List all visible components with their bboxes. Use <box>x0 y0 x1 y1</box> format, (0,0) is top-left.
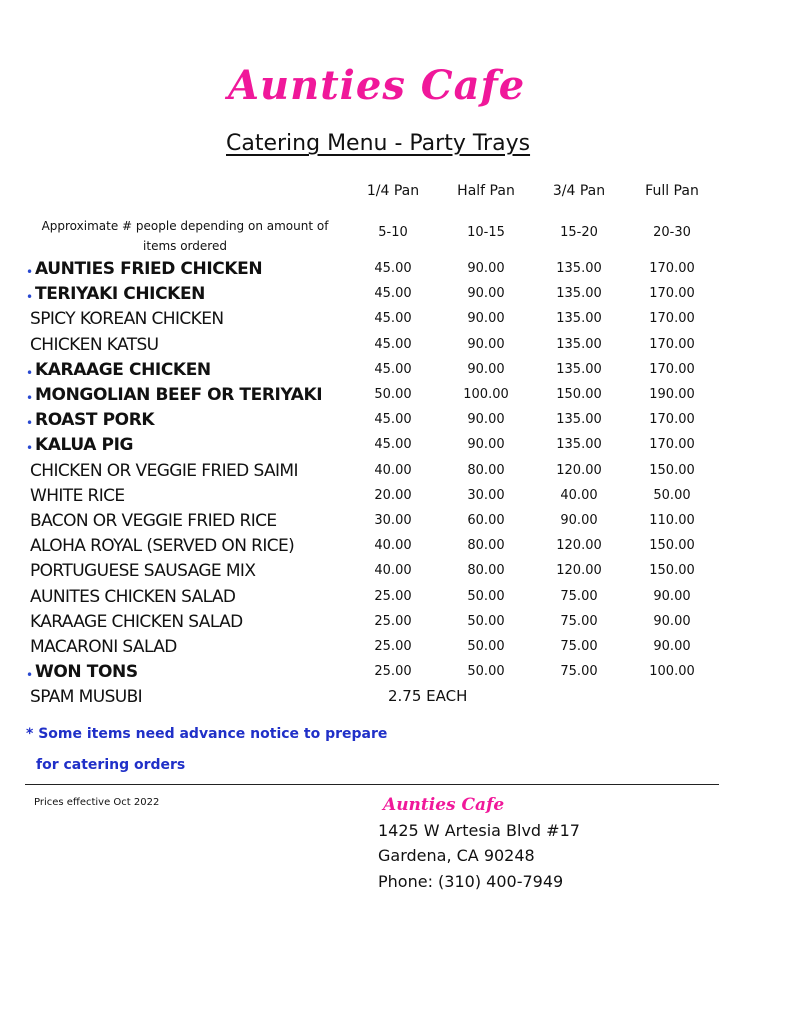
menu-item-price: 170.00 <box>649 311 695 327</box>
menu-item-price: 150.00 <box>649 538 695 554</box>
menu-item-price: 45.00 <box>374 336 412 352</box>
menu-item-price: 75.00 <box>560 639 598 654</box>
menu-item-price: 90.00 <box>467 437 505 453</box>
menu-item-row <box>0 461 791 486</box>
menu-item-row <box>0 511 791 536</box>
menu-item-price: 80.00 <box>467 538 505 554</box>
menu-item-name: TERIYAKI CHICKEN <box>35 284 205 305</box>
menu-item-price: 50.00 <box>467 588 505 604</box>
menu-item-price: 100.00 <box>463 387 509 402</box>
menu-item-price: 45.00 <box>374 286 412 302</box>
menu-item-name: ROAST PORK <box>35 410 155 431</box>
menu-item-price: 25.00 <box>374 588 412 604</box>
column-header-three-quarter-pan: 3/4 Pan <box>552 183 606 199</box>
menu-item-price: 90.00 <box>653 639 691 654</box>
menu-item-price: 135.00 <box>556 311 602 327</box>
menu-item-row <box>0 486 791 511</box>
menu-item-row <box>0 360 791 385</box>
column-header-quarter-pan: 1/4 Pan <box>366 183 420 199</box>
menu-item-price: 45.00 <box>374 261 412 276</box>
menu-item-row <box>0 561 791 586</box>
menu-item-row <box>0 309 791 334</box>
menu-item-price: 45.00 <box>374 437 412 453</box>
menu-item-price: 135.00 <box>556 336 602 352</box>
menu-item-price: 135.00 <box>556 412 602 428</box>
menu-item-price: 40.00 <box>560 487 598 503</box>
menu-item-price: 80.00 <box>467 462 505 478</box>
menu-item-each-price: 2.75 EACH <box>388 687 468 706</box>
menu-item-name: MONGOLIAN BEEF OR TERIYAKI <box>35 385 323 405</box>
menu-item-row <box>0 587 791 612</box>
footer-divider <box>25 784 719 785</box>
bullet-icon: • <box>26 365 34 380</box>
menu-item-price: 90.00 <box>653 613 691 629</box>
menu-item-row <box>0 284 791 309</box>
menu-item-name: KARAAGE CHICKEN <box>35 359 211 380</box>
menu-item-name: CHICKEN KATSU <box>30 334 159 355</box>
footer-brand-name: Aunties Cafe <box>383 795 505 815</box>
menu-item-name: PORTUGUESE SAUSAGE MIX <box>30 561 256 582</box>
menu-item-name: ALOHA ROYAL (SERVED ON RICE) <box>30 536 295 557</box>
menu-item-price: 50.00 <box>467 613 505 629</box>
menu-item-price: 170.00 <box>649 286 695 302</box>
page-subtitle: Catering Menu - Party Trays <box>226 131 531 156</box>
advance-notice-note-continued: for catering orders <box>36 757 186 773</box>
menu-item-price: 60.00 <box>467 513 505 528</box>
menu-item-row <box>0 637 791 662</box>
address-city: Gardena, CA 90248 <box>378 846 535 865</box>
menu-item-price: 110.00 <box>649 513 695 528</box>
menu-item-row <box>0 536 791 561</box>
menu-item-price: 45.00 <box>374 361 412 377</box>
menu-item-row <box>0 687 791 712</box>
menu-item-price: 170.00 <box>649 336 695 352</box>
menu-item-price: 150.00 <box>649 563 695 579</box>
bullet-icon: • <box>26 391 34 405</box>
menu-item-price: 135.00 <box>556 261 602 276</box>
menu-item-row <box>0 612 791 637</box>
menu-item-price: 90.00 <box>467 361 505 377</box>
menu-item-name: MACARONI SALAD <box>30 637 177 657</box>
page-title: Aunties Cafe <box>228 62 526 109</box>
menu-item-price: 170.00 <box>649 261 695 276</box>
bullet-icon: • <box>26 416 34 431</box>
menu-item-price: 90.00 <box>467 261 505 276</box>
menu-item-price: 120.00 <box>556 538 602 554</box>
bullet-icon: • <box>26 265 34 279</box>
menu-item-price: 150.00 <box>556 387 602 402</box>
menu-item-price: 50.00 <box>467 664 505 680</box>
menu-item-row <box>0 662 791 687</box>
menu-item-price: 40.00 <box>374 563 412 579</box>
phone-number: Phone: (310) 400-7949 <box>378 872 564 891</box>
menu-item-row <box>0 435 791 460</box>
menu-item-price: 75.00 <box>560 613 598 629</box>
address-street: 1425 W Artesia Blvd #17 <box>378 821 580 840</box>
menu-item-price: 20.00 <box>374 487 412 503</box>
approx-value-three-quarter-pan: 15-20 <box>560 225 598 240</box>
menu-item-price: 135.00 <box>556 286 602 302</box>
menu-item-price: 50.00 <box>374 387 412 402</box>
menu-item-name: KALUA PIG <box>35 435 134 456</box>
menu-item-name: WHITE RICE <box>30 485 125 506</box>
menu-item-price: 170.00 <box>649 412 695 428</box>
menu-item-price: 90.00 <box>560 513 598 528</box>
menu-item-name: AUNTIES FRIED CHICKEN <box>35 259 263 279</box>
menu-item-name: CHICKEN OR VEGGIE FRIED SAIMI <box>30 460 298 481</box>
menu-item-price: 170.00 <box>649 361 695 377</box>
menu-item-price: 135.00 <box>556 437 602 453</box>
menu-item-price: 120.00 <box>556 563 602 579</box>
menu-item-price: 75.00 <box>560 588 598 604</box>
menu-item-price: 80.00 <box>467 563 505 579</box>
approx-value-full-pan: 20-30 <box>653 225 691 240</box>
menu-item-row <box>0 410 791 435</box>
menu-item-price: 30.00 <box>374 513 412 528</box>
menu-item-price: 50.00 <box>653 487 691 503</box>
menu-item-price: 90.00 <box>467 336 505 352</box>
menu-item-price: 190.00 <box>649 387 695 402</box>
advance-notice-note: * Some items need advance notice to prepare <box>26 726 388 742</box>
menu-item-name: SPAM MUSUBI <box>30 687 143 708</box>
menu-item-name: BACON OR VEGGIE FRIED RICE <box>30 511 277 531</box>
menu-item-price: 100.00 <box>649 664 695 680</box>
approx-value-quarter-pan: 5-10 <box>378 225 408 240</box>
menu-item-price: 90.00 <box>467 311 505 327</box>
menu-item-name: WON TONS <box>35 662 138 683</box>
menu-item-row <box>0 259 791 284</box>
menu-item-price: 30.00 <box>467 487 505 503</box>
bullet-icon: • <box>26 668 34 683</box>
menu-item-price: 135.00 <box>556 361 602 377</box>
menu-item-price: 90.00 <box>653 588 691 604</box>
approx-value-half-pan: 10-15 <box>467 225 505 240</box>
menu-item-price: 75.00 <box>560 664 598 680</box>
menu-item-price: 90.00 <box>467 286 505 302</box>
menu-item-price: 25.00 <box>374 613 412 629</box>
menu-item-price: 45.00 <box>374 311 412 327</box>
prices-effective-date: Prices effective Oct 2022 <box>34 797 160 808</box>
menu-item-price: 40.00 <box>374 462 412 478</box>
menu-item-price: 50.00 <box>467 639 505 654</box>
menu-item-name: SPICY KOREAN CHICKEN <box>30 309 224 330</box>
bullet-icon: • <box>26 441 34 456</box>
menu-item-price: 40.00 <box>374 538 412 554</box>
column-header-half-pan: Half Pan <box>457 183 515 199</box>
menu-item-price: 150.00 <box>649 462 695 478</box>
menu-item-name: KARAAGE CHICKEN SALAD <box>30 611 243 632</box>
menu-item-name: AUNITES CHICKEN SALAD <box>30 586 236 607</box>
bullet-icon: • <box>26 290 34 305</box>
menu-item-price: 170.00 <box>649 437 695 453</box>
menu-item-row <box>0 385 791 410</box>
menu-item-price: 45.00 <box>374 412 412 428</box>
menu-item-price: 90.00 <box>467 412 505 428</box>
approx-people-label: Approximate # people depending on amount of items ordered <box>41 219 329 253</box>
menu-item-price: 25.00 <box>374 664 412 680</box>
menu-item-row <box>0 335 791 360</box>
column-header-full-pan: Full Pan <box>645 183 699 199</box>
menu-item-price: 120.00 <box>556 462 602 478</box>
menu-item-price: 25.00 <box>374 639 412 654</box>
